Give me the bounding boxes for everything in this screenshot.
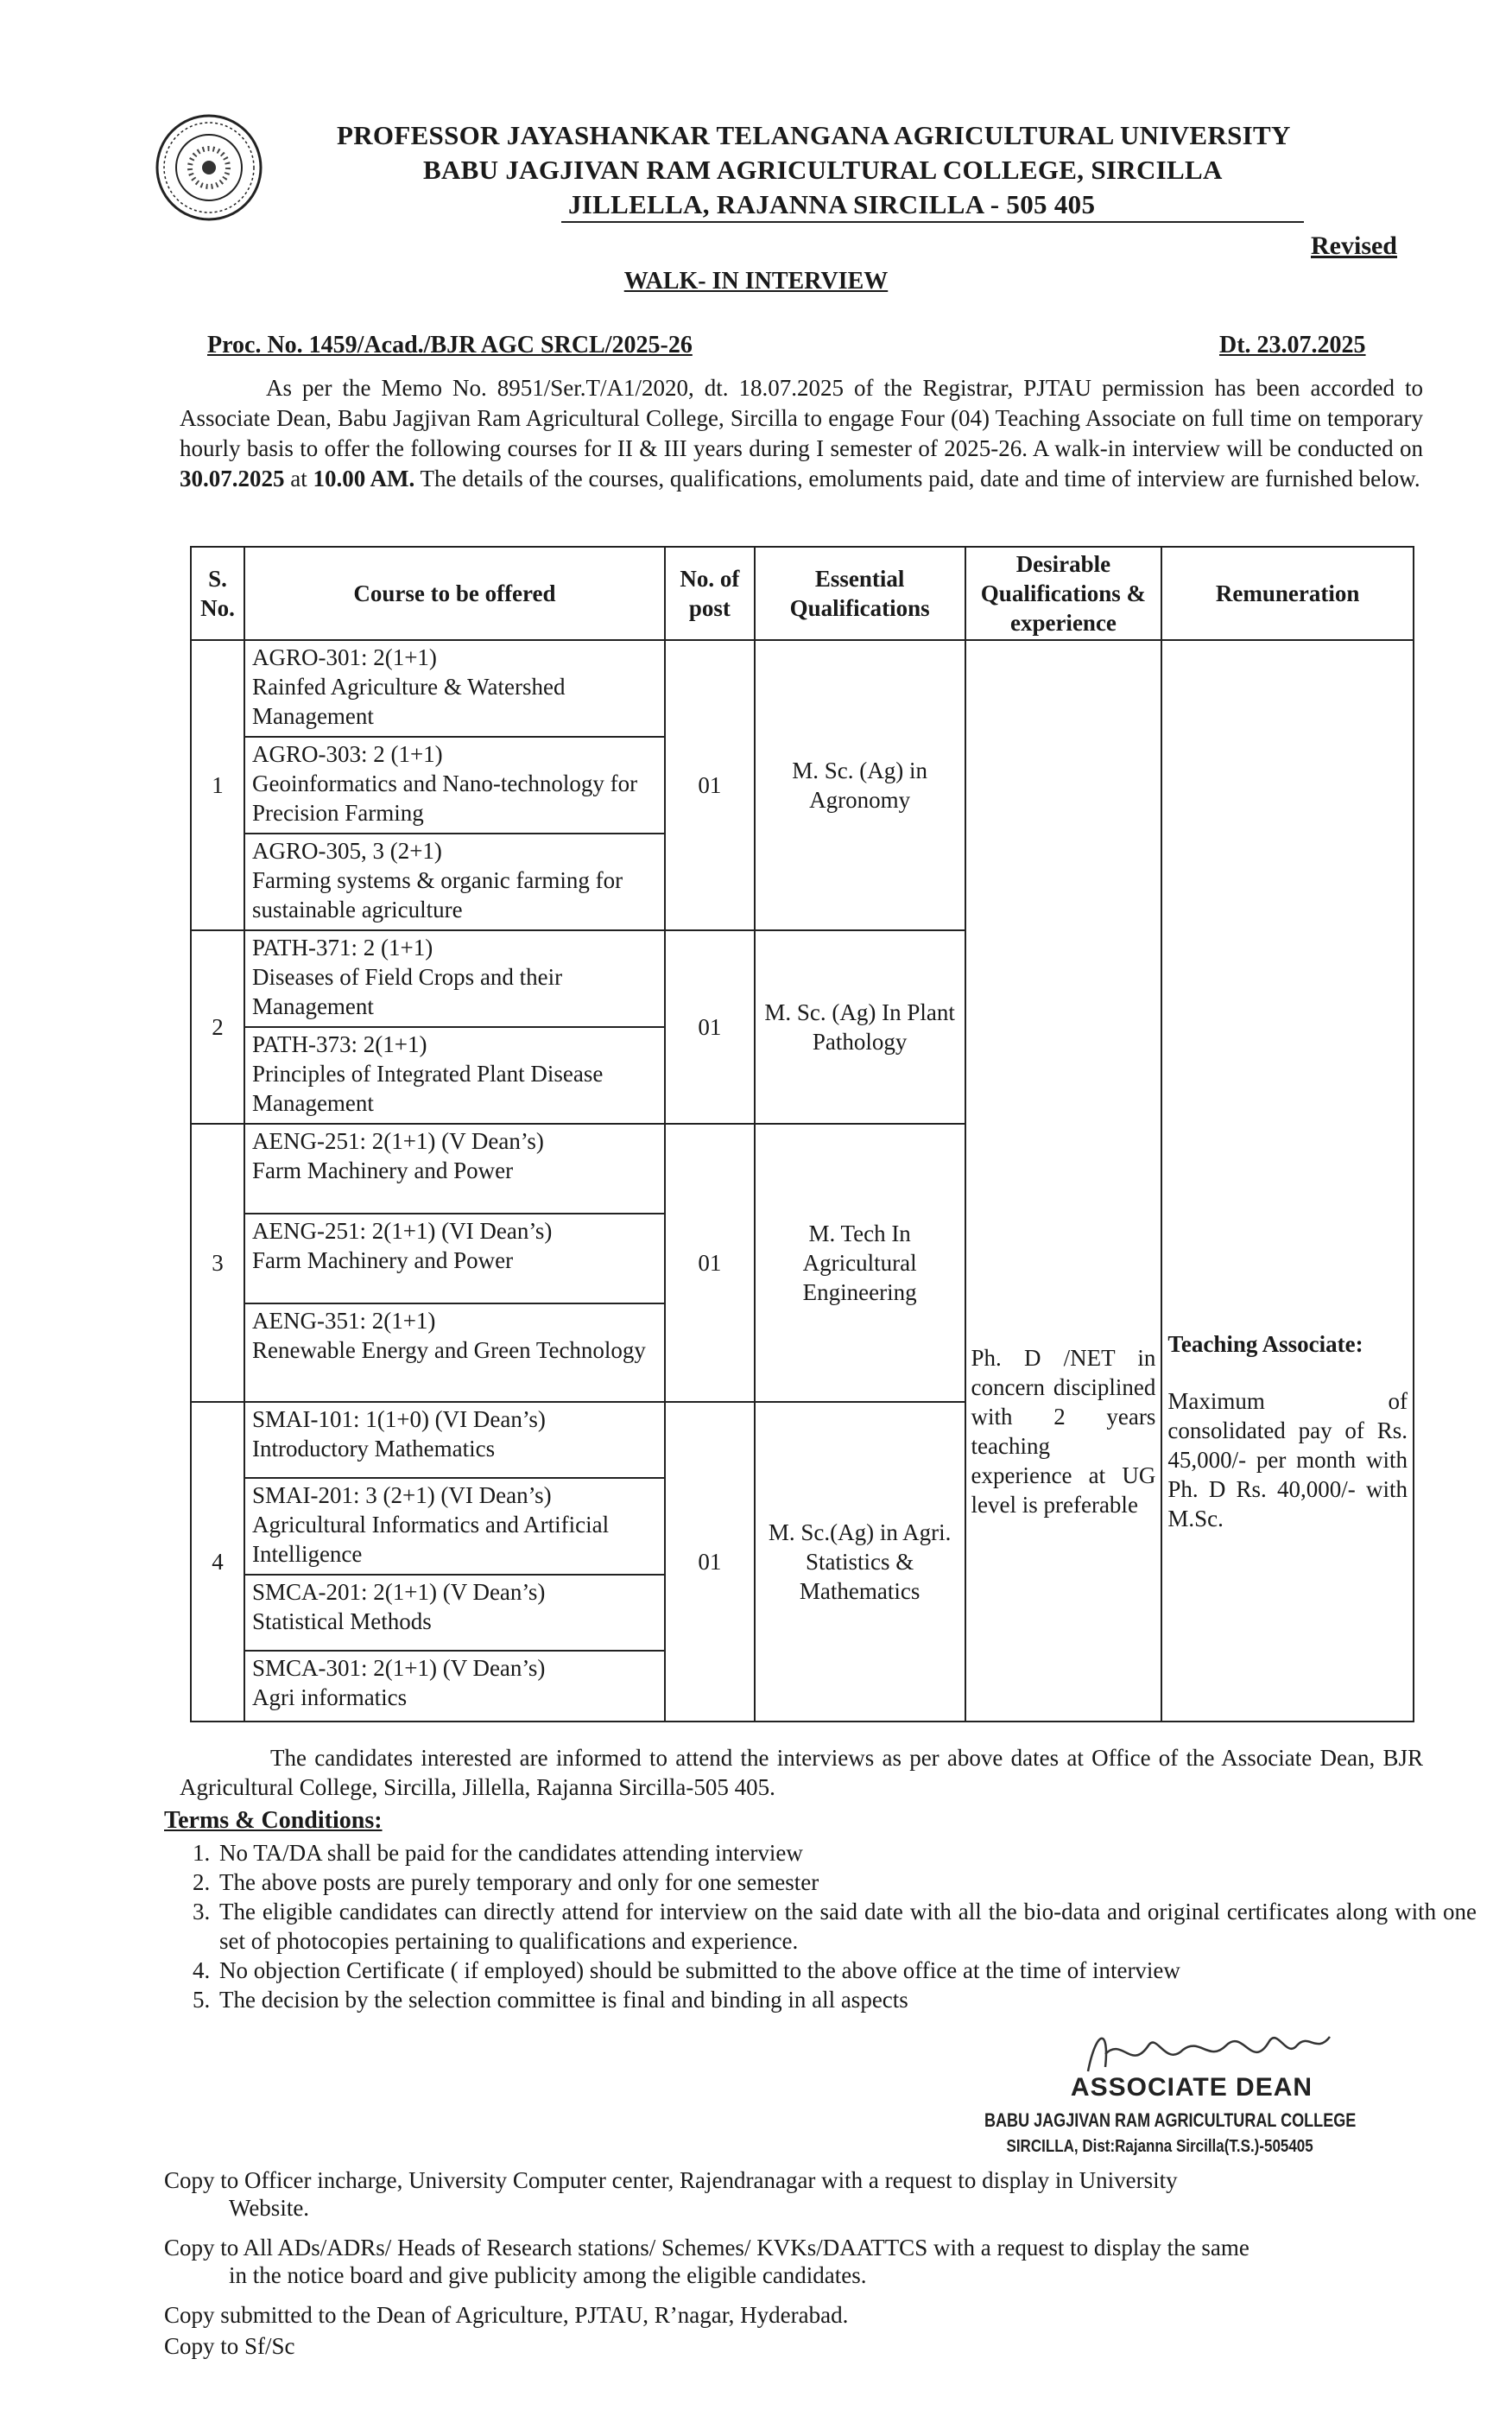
university-seal-logo [154,112,264,223]
row-essential: M. Sc. (Ag) in Agronomy [755,640,965,930]
page-title: WALK- IN INTERVIEW [623,268,889,295]
row-posts: 01 [665,1124,755,1402]
course-item: AENG-251: 2(1+1) (VI Dean’s) Farm Machinery and Power [245,1214,664,1304]
list-item: 3. The eligible candidates can directly attend for interview on the said date with all the bio-data and original certificates along with one set of photocopies pertaining to qualifications and experience. [216,1897,1477,1956]
course-item: SMCA-201: 2(1+1) (V Dean’s) Statistical Methods [245,1576,664,1652]
row-courses [244,640,665,930]
official-stamp [984,2073,1399,2157]
terms-list [164,1838,1477,2014]
stamp-designation: ASSOCIATE DEAN [1070,2073,1313,2102]
row-posts: 01 [665,640,755,930]
table-header-row [191,547,1414,640]
proc-number: Proc. No. 1459/Acad./BJR AGC SRCL/2025-26 [207,332,693,358]
remuneration-cell [1161,640,1414,1722]
course-item: PATH-373: 2(1+1) Principles of Integrated Plant Disease Management [251,1031,604,1116]
course-item: AGRO-301: 2(1+1) Rainfed Agriculture & Watershed Management [245,641,664,738]
interview-date: 30.07.2025 [180,466,285,491]
header-desirable: Desirable Qualifications & experience [965,547,1162,640]
header-posts: No. of post [665,547,755,640]
terms-heading: Terms & Conditions: [164,1807,383,1834]
header-essential: Essential Qualifications [755,547,965,640]
course-item: AGRO-305, 3 (2+1) Farming systems & organic farming for sustainable agriculture [251,838,623,923]
copy-to-computer-center: Copy to Officer incharge, University Computer center, Rajendranagar with a request to display in University Website. [164,2167,1178,2221]
course-item: AENG-351: 2(1+1) Renewable Energy and Green Technology [251,1308,646,1363]
course-item: AENG-251: 2(1+1) (V Dean’s) Farm Machinery and Power [245,1125,664,1214]
course-item: AGRO-303: 2 (1+1) Geoinformatics and Nano-technology for Precision Farming [245,738,664,834]
revised-label: Revised [1311,231,1397,260]
row-courses [244,1402,665,1722]
college-address: JILLELLA, RAJANNA SIRCILLA - 505 405 [568,189,1096,219]
list-item: 5. The decision by the selection committee is final and binding in all aspects [216,1985,1477,2014]
row-essential: M. Sc.(Ag) in Agri. Statistics & Mathematics [755,1402,965,1722]
list-item: 1. No TA/DA shall be paid for the candidates attending interview [216,1838,1477,1867]
list-item: 2. The above posts are purely temporary and only for one semester [216,1867,1477,1897]
desirable-cell [965,640,1162,1722]
stamp-college: BABU JAGJIVAN RAM AGRICULTURAL COLLEGE [984,2109,1357,2131]
row-sno: 3 [191,1124,244,1402]
copy-to-sf: Copy to Sf/Sc [164,2333,295,2359]
table-row [191,640,1414,930]
copy-to-research-stations: Copy to All ADs/ADRs/ Heads of Research stations/ Schemes/ KVKs/DAATTCS with a request to display the same in the notice board and give publicity among the eligible candidates. [164,2235,1249,2288]
course-item: SMAI-101: 1(1+0) (VI Dean’s) Introductory Mathematics [245,1403,664,1479]
header-remuneration: Remuneration [1161,547,1414,640]
row-sno: 2 [191,930,244,1124]
courses-table [190,546,1414,1722]
header-course: Course to be offered [244,547,665,640]
row-sno: 4 [191,1402,244,1722]
row-courses [244,930,665,1124]
course-item: SMCA-301: 2(1+1) (V Dean’s) Agri informatics [251,1655,546,1710]
desirable-text: Ph. D /NET in concern disciplined with 2 years teaching experience at UG level is preferable [971,1345,1156,1518]
intro-paragraph: As per the Memo No. 8951/Ser.T/A1/2020, dt. 18.07.2025 of the Registrar, PJTAU permission has been accorded to Associate Dean, Babu Jagjivan Ram Agricultural College, Sircilla to engage Four (04) Teaching Associate on full time on temporary hourly basis to offer the following courses for II & III years during I semester of 2025-26. A walk-in interview will be conducted on 30.07.2025 at 10.00 AM. The details of the courses, qualifications, emoluments paid, date and time of interview are furnished below. [180,375,1423,491]
row-essential: M. Sc. (Ag) In Plant Pathology [755,930,965,1124]
row-posts: 01 [665,930,755,1124]
university-name: PROFESSOR JAYASHANKAR TELANGANA AGRICULTURAL UNIVERSITY [337,120,1291,150]
list-item: 4. No objection Certificate ( if employed) should be submitted to the above office at the time of interview [216,1956,1477,1985]
course-item: PATH-371: 2 (1+1) Diseases of Field Crops and their Management [245,931,664,1028]
row-essential: M. Tech In Agricultural Engineering [755,1124,965,1402]
header-sno: S. No. [191,547,244,640]
proc-date: Dt. 23.07.2025 [1219,332,1366,358]
interview-time: 10.00 AM. [313,466,415,491]
college-name: BABU JAGJIVAN RAM AGRICULTURAL COLLEGE, SIRCILLA [423,155,1223,185]
stamp-place: SIRCILLA, Dist:Rajanna Sircilla(T.S.)-505405 [1006,2137,1313,2156]
header-underline [561,221,1304,223]
remuneration-text: Maximum of consolidated pay of Rs. 45,000/- per month with Ph. D Rs. 40,000/- with M.Sc. [1167,1388,1408,1531]
copy-to-dean: Copy submitted to the Dean of Agriculture, PJTAU, R’nagar, Hyderabad. [164,2302,849,2328]
row-sno: 1 [191,640,244,930]
row-courses [244,1124,665,1402]
row-posts: 01 [665,1402,755,1722]
course-item: SMAI-201: 3 (2+1) (VI Dean’s) Agricultural Informatics and Artificial Intelligence [245,1479,664,1576]
informed-paragraph: The candidates interested are informed to attend the interviews as per above dates at Office of the Associate Dean, BJR Agricultural College, Sircilla, Jillella, Rajanna Sircilla-505 405. [180,1745,1423,1800]
remuneration-title: Teaching Associate: [1167,1331,1363,1357]
